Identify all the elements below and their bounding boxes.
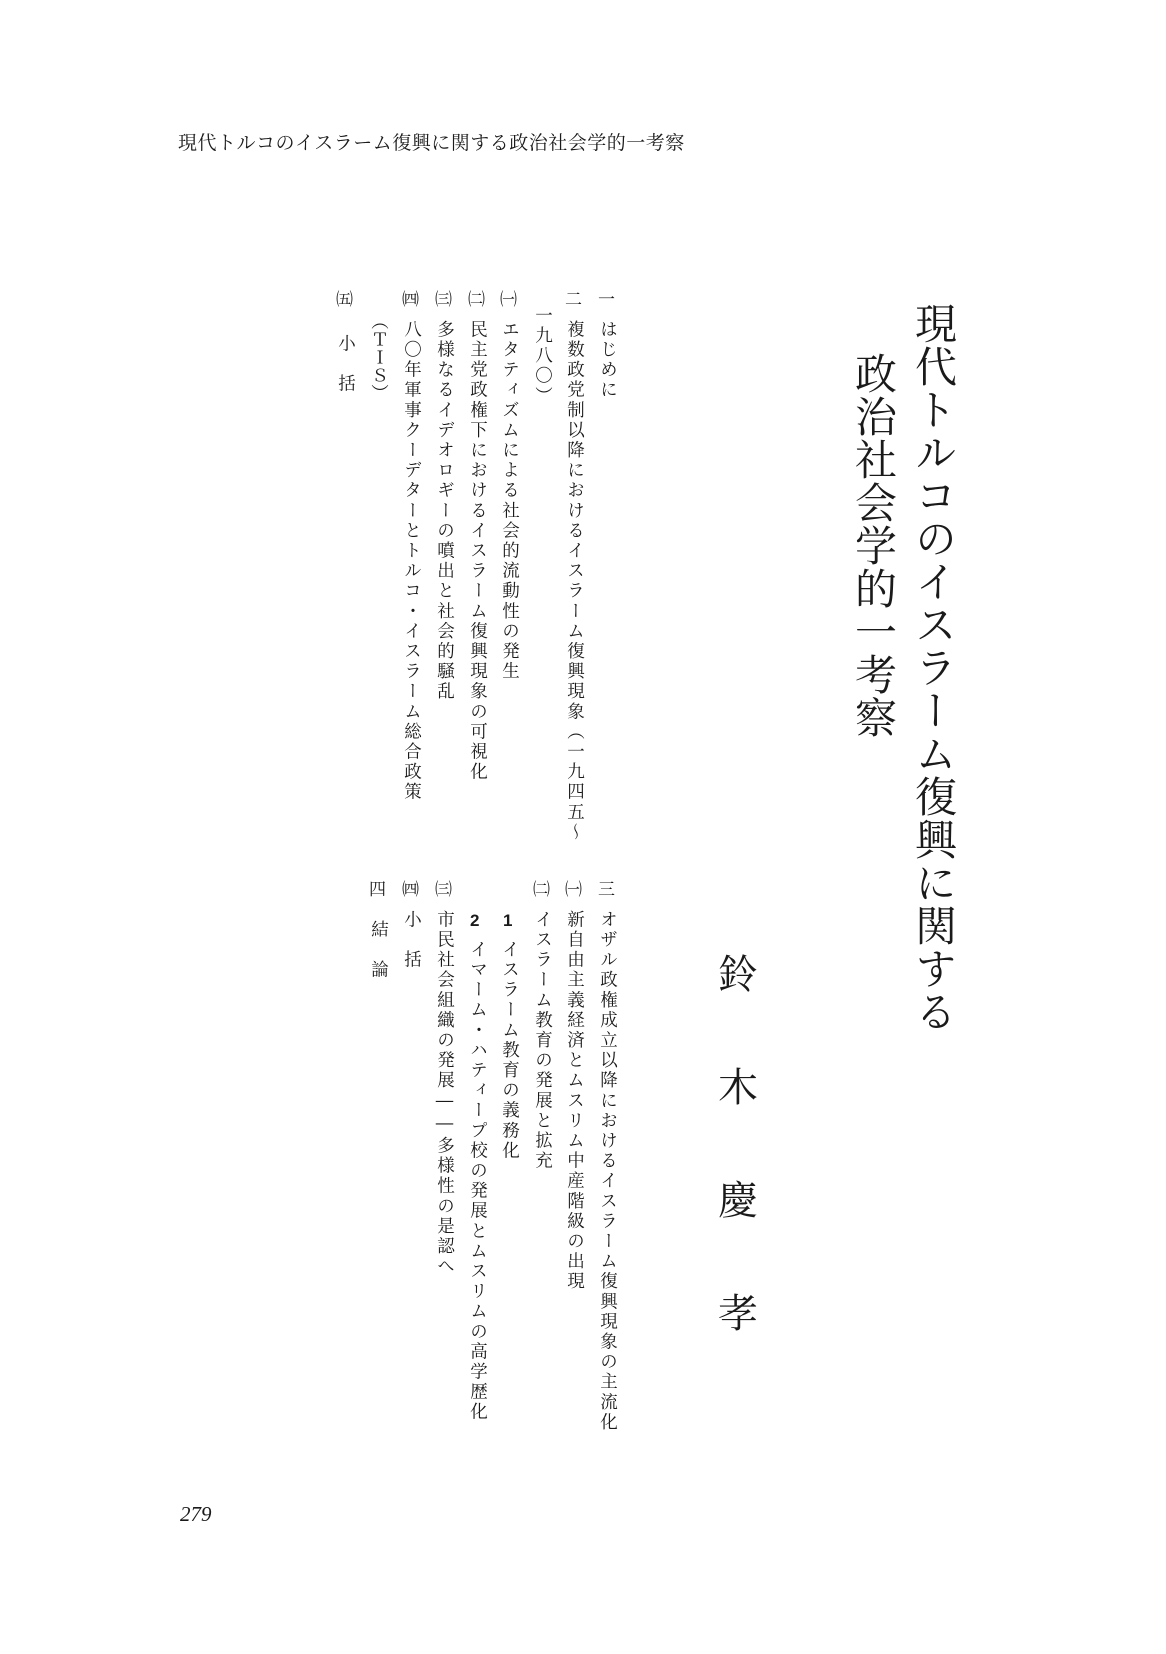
toc-marker: ㈠ (500, 290, 517, 310)
toc-entry: 一九八〇） (532, 306, 553, 407)
toc-entry: エタティズムによる社会的流動性の発生 (499, 320, 520, 682)
toc-marker: ㈡ (533, 880, 550, 900)
toc-marker: 2 (470, 911, 480, 930)
toc-entry: オザル政権成立以降におけるイスラーム復興現象の主流化 (597, 910, 618, 1433)
toc-marker: 1 (503, 911, 513, 930)
toc-marker: 三 (598, 880, 615, 900)
toc-entry: 市民社会組織の発展――多様性の是認へ (434, 910, 455, 1277)
toc-entry: 新自由主義経済とムスリム中産階級の出現 (564, 910, 585, 1292)
toc-marker: ㈢ (435, 290, 452, 310)
toc-entry: イスラーム教育の発展と拡充 (532, 910, 553, 1172)
toc-marker: 四 (369, 880, 386, 900)
running-head: 現代トルコのイスラーム復興に関する政治社会学的一考察 (178, 132, 685, 154)
article-title-line-1: 現代トルコのイスラーム復興に関する (909, 302, 958, 1033)
toc-entry: 結 論 (368, 920, 389, 981)
toc-marker: ㈤ (336, 290, 353, 310)
toc-entry: 小 括 (401, 910, 422, 971)
toc-entry: 八〇年軍事クーデターとトルコ・イスラーム総合政策 (401, 320, 422, 803)
author-name-char: 慶 (718, 1178, 758, 1224)
toc-marker: 一 (598, 290, 615, 310)
toc-marker: 二 (565, 290, 582, 310)
toc-marker: ㈣ (402, 290, 419, 310)
toc-entry: イスラーム教育の義務化 (499, 940, 520, 1162)
article-title-line-2: 政治社会学的一考察 (849, 352, 898, 739)
toc-marker: ㈣ (402, 880, 419, 900)
toc-marker: ㈡ (468, 290, 485, 310)
author-name-char: 木 (718, 1065, 758, 1111)
toc-entry: 複数政党制以降におけるイスラーム復興現象（一九四五〜 (564, 320, 585, 843)
toc-entry: （ＴＩＳ） (368, 312, 389, 402)
author-name-char: 鈴 (718, 952, 758, 998)
toc-entry: はじめに (597, 320, 618, 401)
toc-entry: イマーム・ハティープ校の発展とムスリムの高学歴化 (467, 940, 488, 1423)
page-number: 279 (180, 1502, 212, 1526)
toc-marker: ㈢ (435, 880, 452, 900)
toc-entry: 小 括 (335, 334, 356, 395)
toc-entry: 多様なるイデオロギーの噴出と社会的騒乱 (434, 320, 455, 702)
toc-marker: ㈠ (565, 880, 582, 900)
author-name-char: 孝 (718, 1291, 758, 1337)
toc-entry: 民主党政権下におけるイスラーム復興現象の可視化 (467, 320, 488, 783)
